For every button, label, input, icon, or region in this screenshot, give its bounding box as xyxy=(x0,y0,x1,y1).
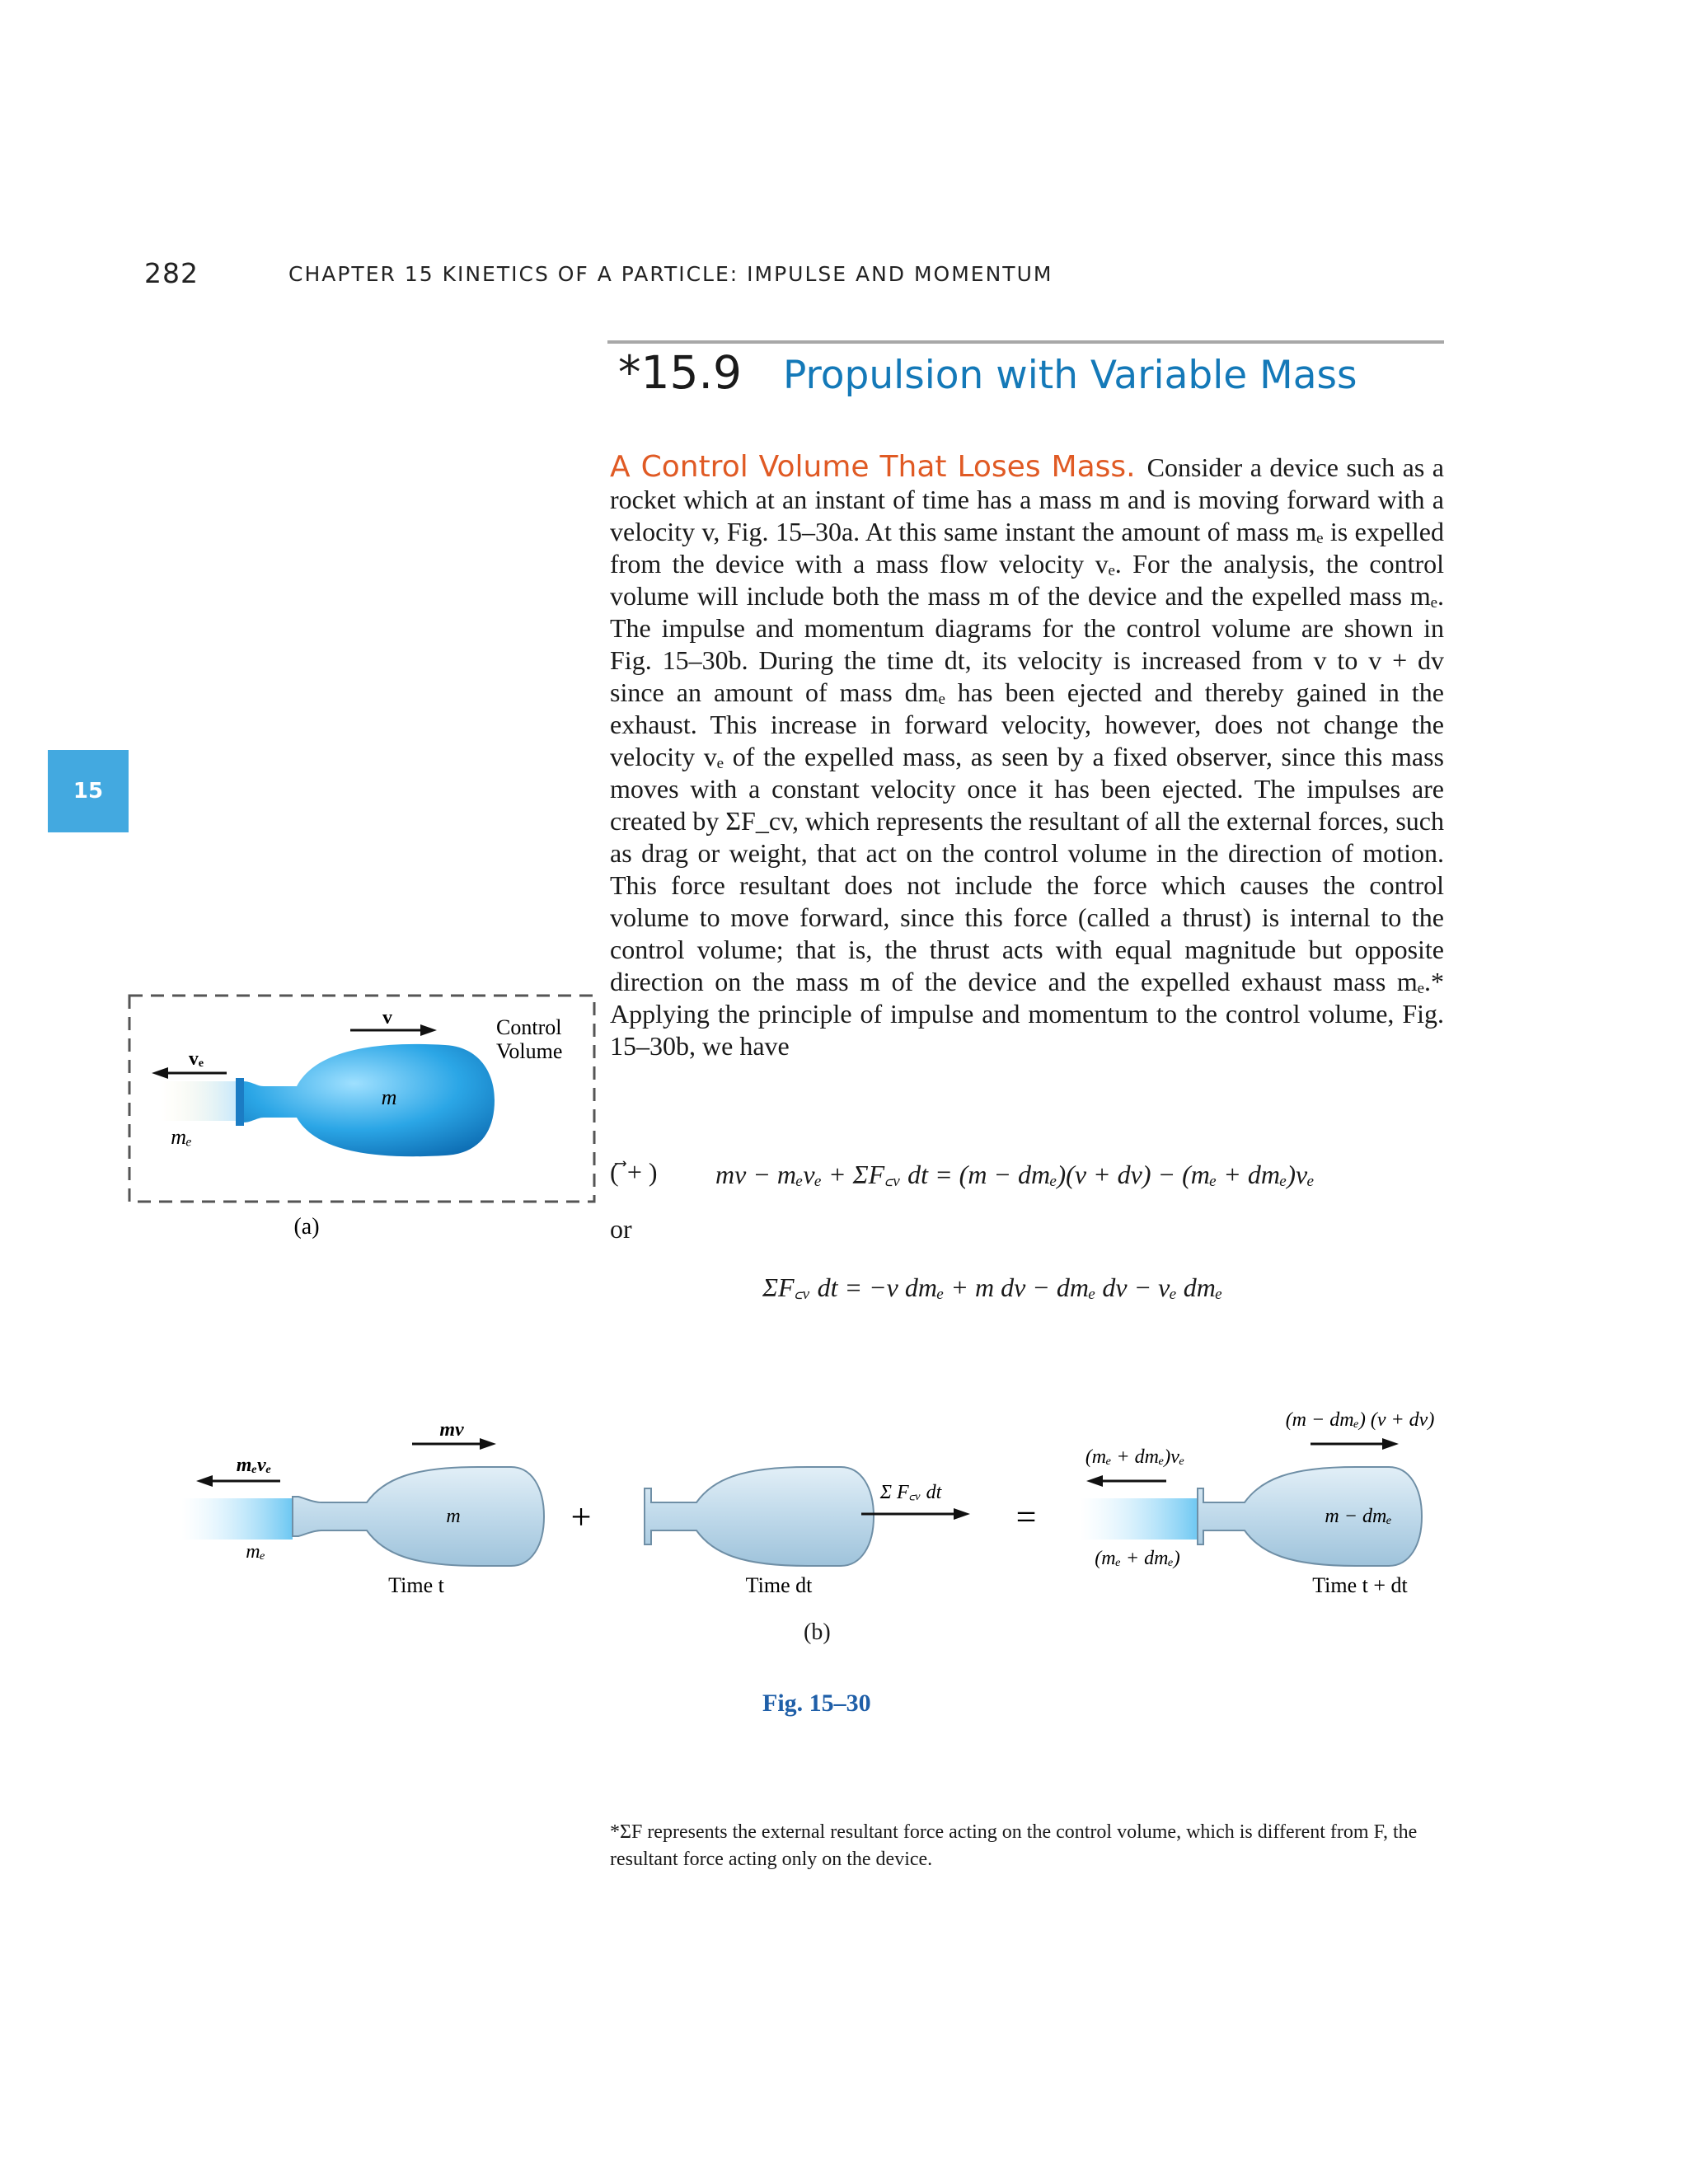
nozzle-flange xyxy=(236,1078,244,1126)
v-label: v xyxy=(382,1007,392,1029)
direction-convention: ( ⃗+ ) xyxy=(610,1157,658,1187)
rocket-2-body xyxy=(645,1467,874,1566)
control-volume-label-2: Volume xyxy=(496,1039,563,1063)
equation-2: ΣF꜀ᵥ dt = −v dmₑ + m dv − dmₑ dv − vₑ dmₑ xyxy=(762,1272,1223,1302)
exhaust-plume-1 xyxy=(181,1498,293,1540)
me-label: mₑ xyxy=(171,1125,192,1149)
figure-a-label: (a) xyxy=(293,1214,320,1240)
m-dme-v-dv-arrow-head xyxy=(1382,1438,1399,1450)
ve-arrow-head xyxy=(152,1067,168,1079)
time-dt-label: Time dt xyxy=(745,1573,813,1597)
sigma-f-arrow-head xyxy=(954,1508,970,1520)
equation-1-body: mv − mₑvₑ + ΣF꜀ᵥ dt = (m − dmₑ)(v + dv) − (mₑ + dmₑ)vₑ xyxy=(715,1160,1315,1189)
v-arrow-head xyxy=(420,1024,437,1036)
me-dme-label: (mₑ + dmₑ) xyxy=(1095,1548,1180,1569)
me-label-b: mₑ xyxy=(246,1541,265,1563)
exhaust-plume xyxy=(161,1081,243,1121)
paragraph-text: Consider a device such as a rocket which at an instant of time has a mass m and is moving forward with a velocity v, Fig. 15–30a. At this same instant the amount of mass mₑ is expelled from the device with a mass flow velocity vₑ. For the analysis, the control volume will include both the mass m of the device and the expelled mass mₑ. The impulse and momentum diagrams for the control volume are shown in Fig. 15–30b. During the time dt, its velocity is increased from v to v + dv since an amount of mass dmₑ has been ejected and thereby gained in the exhaust. This increase in forward velocity, however, does not change the velocity vₑ of the expelled mass, as seen by a fixed observer, since this mass moves with a constant velocity once it has been ejected. The impulses are created by ΣF_cv, which represents the resultant of all the external forces, such as drag or weight, that act on the control volume in the direction of motion. This force resultant does not include the force which causes the control volume to move forward, since this force (called a thrust) is internal to the control volume; that is, the thrust acts with equal magnitude but opposite direction on the mass m of the device and the expelled exhaust mass mₑ.* Applying the principle of impulse and momentum to the control volume, Fig. 15–30b, we have xyxy=(610,452,1445,1061)
sigma-f-label: Σ F꜀ᵥ dt xyxy=(879,1482,942,1503)
equals-sign: = xyxy=(1015,1497,1037,1537)
m-dme-v-dv-label: (m − dmₑ) (v + dv) xyxy=(1285,1409,1435,1431)
paragraph-heading: A Control Volume That Loses Mass. xyxy=(610,450,1136,484)
mv-label: mv xyxy=(439,1419,464,1441)
exhaust-plume-3 xyxy=(1080,1498,1199,1540)
equation-1 xyxy=(610,1156,1315,1189)
rocket-1-body xyxy=(293,1467,544,1566)
body-paragraph xyxy=(610,451,1444,1062)
figure-b xyxy=(165,1401,1467,1599)
plus-sign: + xyxy=(570,1497,592,1537)
time-t-label: Time t xyxy=(388,1573,444,1597)
section-title: Propulsion with Variable Mass xyxy=(783,353,1357,398)
m-dme-label: m − dmₑ xyxy=(1325,1506,1392,1527)
or-word: or xyxy=(610,1214,632,1244)
me-dme-ve-arrow-head xyxy=(1086,1475,1103,1487)
rocket-body xyxy=(239,1044,495,1156)
meve-arrow-head xyxy=(196,1475,213,1487)
figure-b-label: (b) xyxy=(804,1619,831,1645)
section-rule xyxy=(607,340,1444,344)
figure-caption: Fig. 15–30 xyxy=(762,1690,871,1717)
running-head: CHAPTER 15 KINETICS OF A PARTICLE: IMPULSE AND MOMENTUM xyxy=(288,262,1053,286)
me-dme-ve-label: (mₑ + dmₑ)vₑ xyxy=(1085,1446,1185,1468)
time-t-dt-label: Time t + dt xyxy=(1312,1573,1408,1597)
section-number: *15.9 xyxy=(618,346,742,399)
m-label: m xyxy=(381,1085,397,1109)
control-volume-label: Control xyxy=(496,1015,562,1039)
ve-label: vₑ xyxy=(188,1048,204,1070)
mv-arrow-head xyxy=(480,1438,496,1450)
page-number: 282 xyxy=(144,257,199,289)
chapter-tab[interactable]: 15 xyxy=(48,750,129,832)
m-label-b: m xyxy=(446,1506,461,1527)
meve-label: mₑvₑ xyxy=(236,1455,272,1476)
footnote: *ΣF represents the external resultant force acting on the control volume, which is different from F, the resultant force acting only on the device. xyxy=(610,1821,1418,1870)
figure-a xyxy=(115,989,610,1253)
